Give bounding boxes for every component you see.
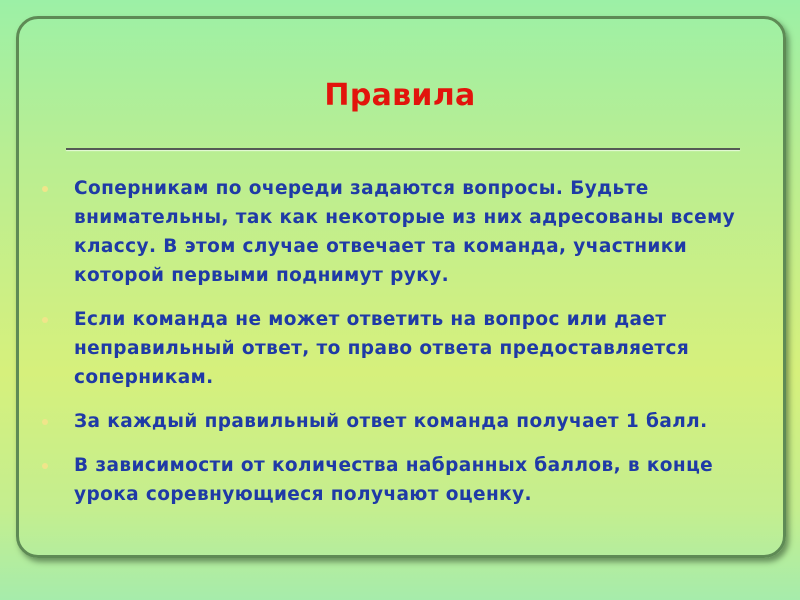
bullet-dot-icon <box>42 463 48 469</box>
rule-text: В зависимости от количества набранных баллов, в конце урока соревнующиеся получают оценку. <box>74 455 714 505</box>
rule-text: За каждый правильный ответ команда получает 1 балл. <box>74 411 708 432</box>
bullet-dot-icon <box>42 186 48 192</box>
slide-title: Правила <box>324 78 476 113</box>
rule-item <box>42 451 772 509</box>
rule-item <box>42 305 772 392</box>
title-divider <box>66 148 740 150</box>
bullet-dot-icon <box>42 317 48 323</box>
rule-item <box>42 174 772 290</box>
rule-text: Если команда не может ответить на вопрос или дает неправильный ответ, то право ответа предоставляется соперникам. <box>74 309 690 388</box>
bullet-dot-icon <box>42 419 48 425</box>
rule-item <box>42 407 772 436</box>
rule-text: Соперникам по очереди задаются вопросы. Будьте внимательны, так как некоторые из них адресованы всему классу. В этом случае отвечает та команда, участники которой первыми поднимут руку. <box>74 178 736 286</box>
rules-list <box>42 174 772 524</box>
